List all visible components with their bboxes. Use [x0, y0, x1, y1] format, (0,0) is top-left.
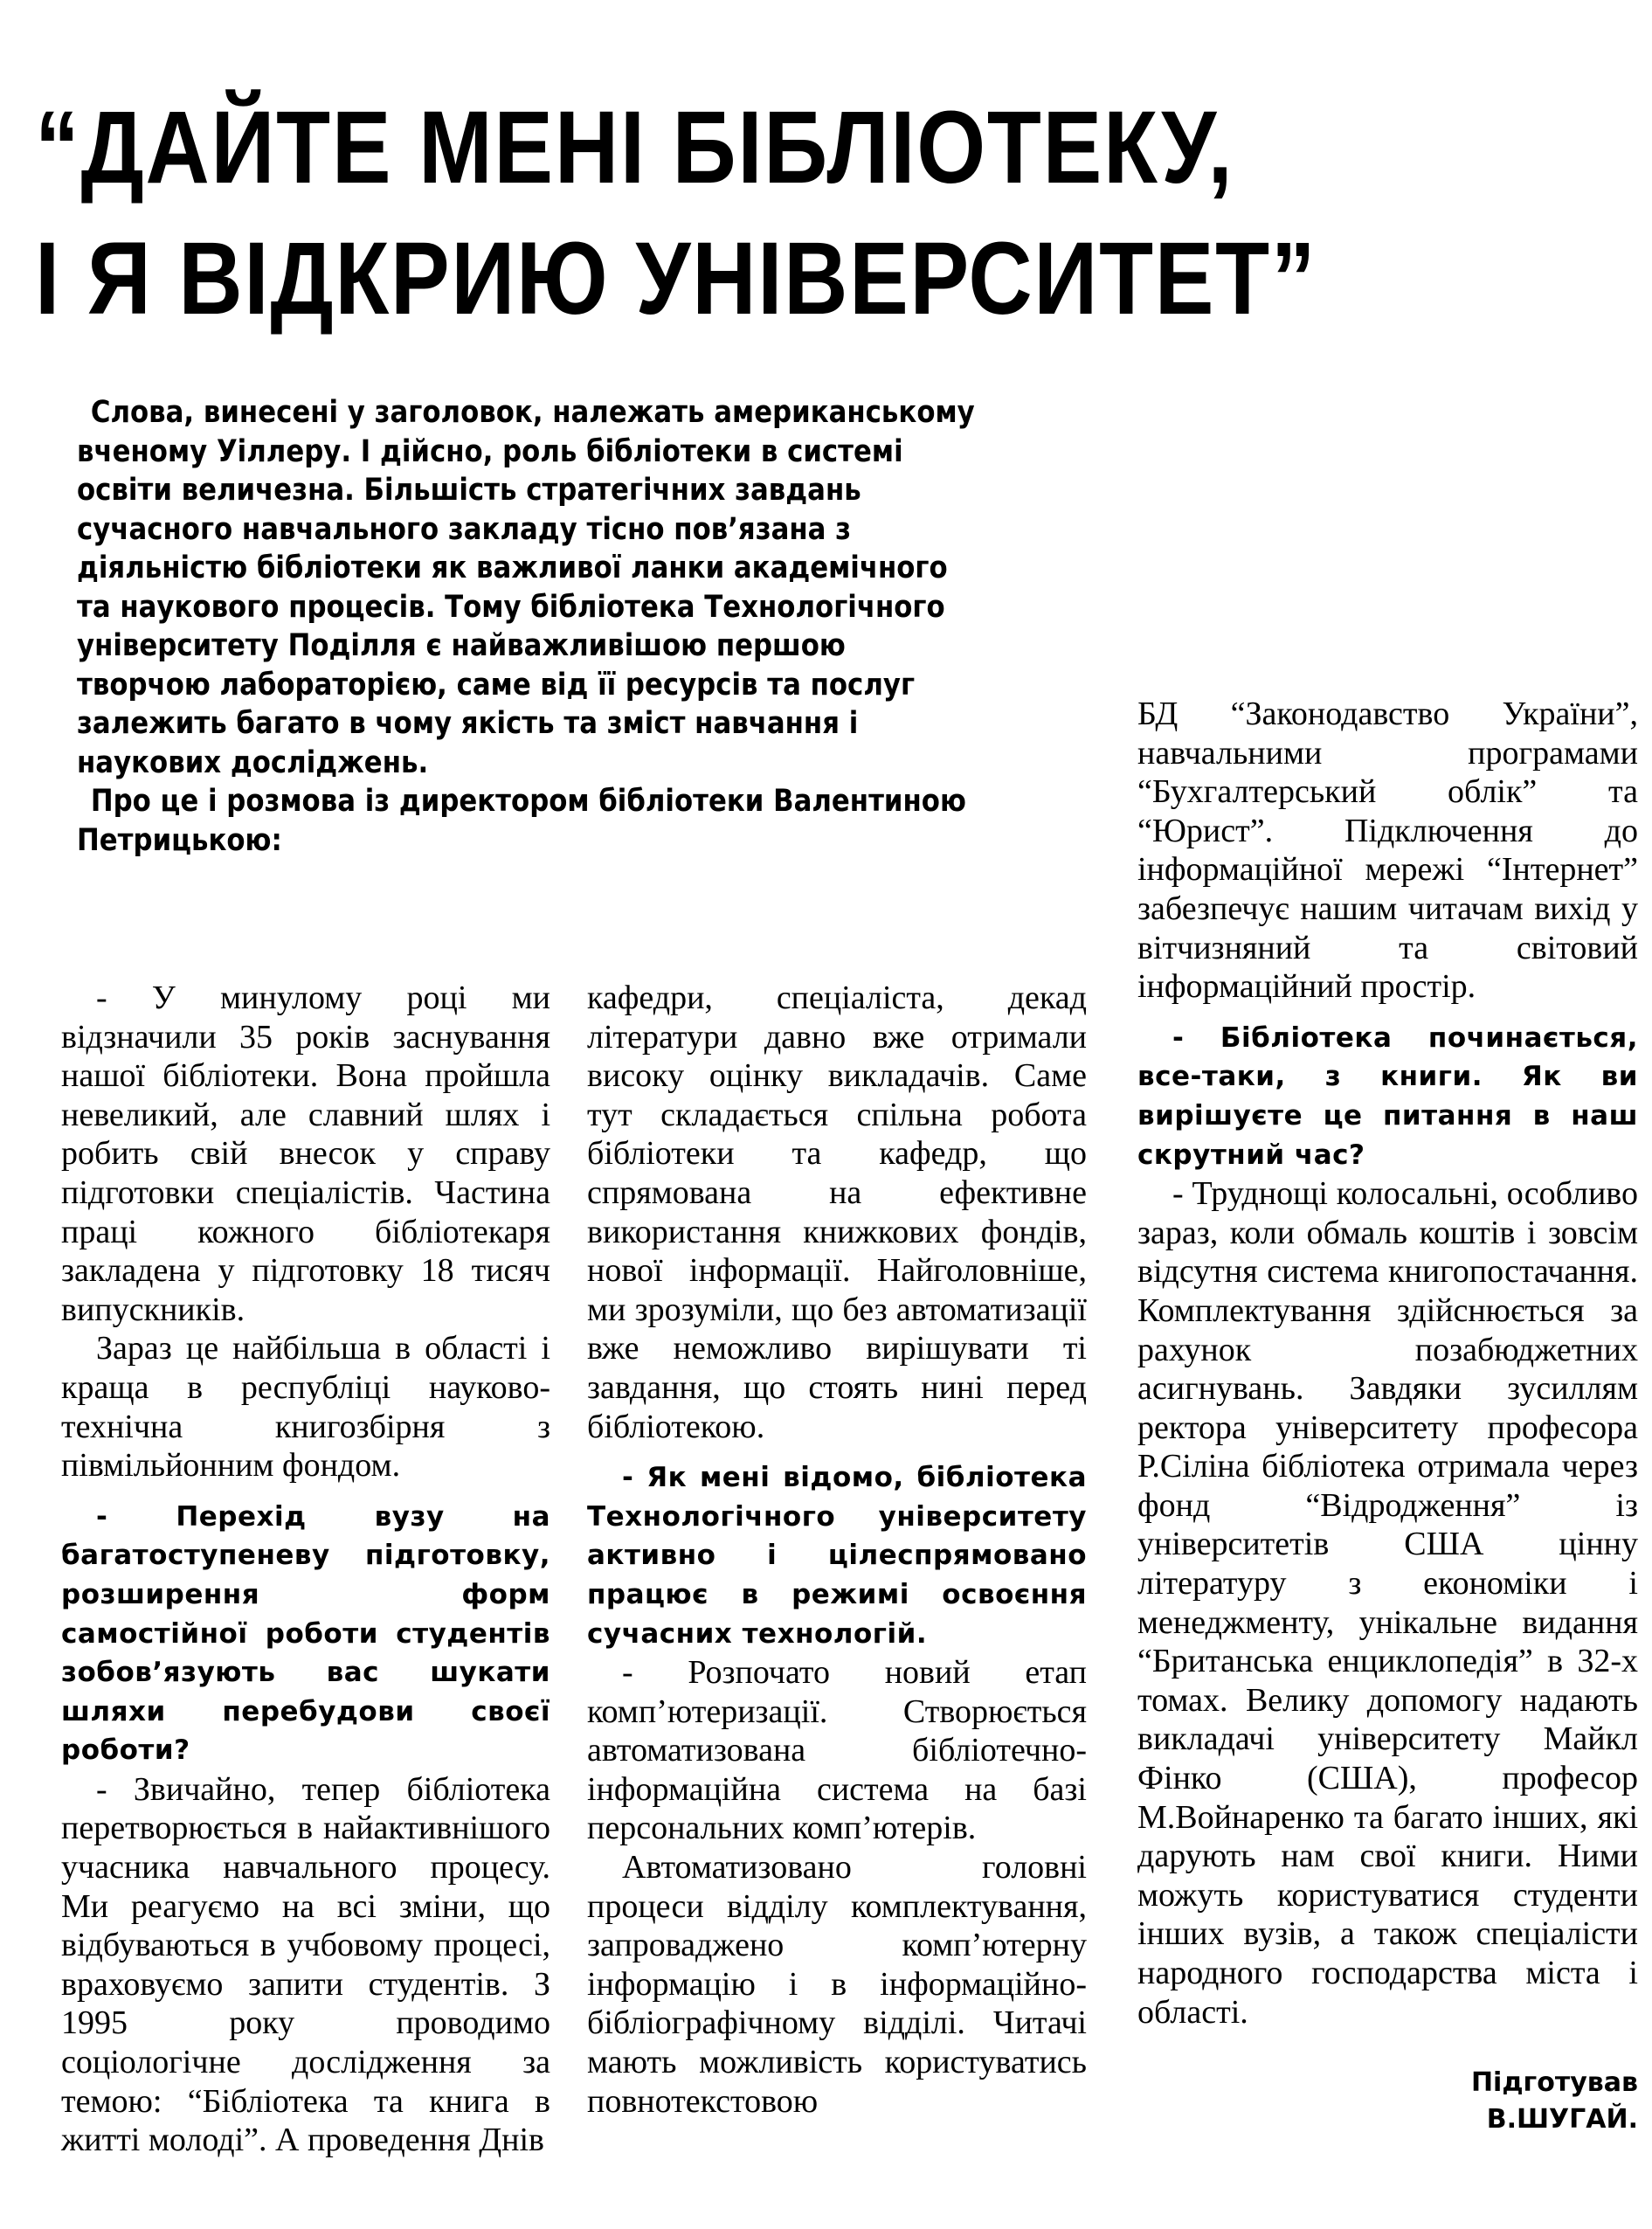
author-signature	[1137, 2065, 1638, 2138]
headline-line-1: “ДАЙТЕ МЕНІ БІБЛІОТЕКУ,	[35, 90, 1234, 206]
lead-text: Слова, винесені у заголовок, належать американському вченому Уіллеру. І дійсно, роль бібліотеки в системі освіти величезна. Більшість стратегічних завдань сучасного навчального закладу тісно пов’язана з діяльністю бібліотеки як важливої ланки академічного та наукового процесів. Тому бібліотека Технологічного університету Поділля є найважливішою першою творчою лабораторією, саме від її ресурсів та послуг залежить багато в чому якість та зміст навчання і наукових досліджень.	[77, 395, 975, 780]
signature-author-name: В.ШУГАЙ.	[1486, 2104, 1638, 2136]
answer-paragraph: Зараз це найбільша в області і краща в республіці науково-технічна книгозбірня з півмільйонним фондом.	[61, 1330, 550, 1485]
answer-paragraph: - Труднощі колосальні, особливо зараз, коли обмаль коштів і зовсім відсутня система книгопостачання. Комплектування здійснюється за рахунок позабюджетних асигнувань. Завдяки зусиллям ректора університету професора Р.Сіліна бібліотека отримала через фонд “Відродження” із університетів США цінну літературу з економіки і менеджменту, унікальне видання “Британська енциклопедія” в 32-х томах. Велику допомогу надають викладачі університету Майкл Фінко (США), професор М.Войнаренко та багато інших, які дарують нам свої книги. Ними можуть користуватися студенти інших вузів, а також спеціалісти народного господарства міста і області.	[1137, 1175, 1638, 2031]
article-column-1	[61, 979, 550, 2160]
answer-paragraph: Автоматизовано головні процеси відділу комплектування, запроваджено комп’ютерну інформацію і в інформаційно-бібліографічному відділі. Читачі мають можливість користуватись повнотекстовою	[587, 1849, 1087, 2120]
lead-intro-to-interview: Про це і розмова із директором бібліотеки Валентиною Петрицькою:	[77, 784, 966, 858]
headline	[35, 69, 1402, 349]
answer-paragraph: кафедри, спеціаліста, декад літератури давно вже отримали високу оцінку викладачів. Саме тут складається спільна робота бібліотеки та кафедр, що спрямована на ефективне використання книжкових фондів, нової інформації. Найголовніше, ми зрозуміли, що без автоматизації вже неможливо вирішувати ті завдання, що стоять нині перед бібліотекою.	[587, 980, 1087, 1445]
interviewer-question: - Як мені відомо, бібліотека Технологічного університету активно і цілеспрямовано працює в режимі освоєння сучасних технологій.	[587, 1462, 1087, 1650]
interviewer-question: - Бібліотека починається, все-таки, з книги. Як ви вирішуєте це питання в наш скрутний час?	[1137, 1021, 1638, 1171]
answer-paragraph: - Звичайно, тепер бібліотека перетворюється в найактивнішого учасника навчального процесу. Ми реагуємо на всі зміни, що відбуваються в учбовому процесі, враховуємо запити студентів. З 1995 року проводимо соціологічне дослідження за темою: “Бібліотека та книга в житті молоді”. А проведення Днів	[61, 1770, 550, 2159]
signature-prepared-by: Підготував	[1470, 2067, 1638, 2099]
answer-paragraph: БД “Законодавство України”, навчальними програмами “Бухгалтерський облік” та “Юрист”. Підключення до інформаційної мережі “Інтернет” забезпечує нашим читачам вихід у вітчизняний та світовий інформаційний простір.	[1137, 696, 1638, 1006]
headline-line-2: І Я ВІДКРИЮ УНІВЕРСИТЕТ”	[35, 221, 1317, 337]
answer-paragraph: - Розпочато новий етап комп’ютеризації. Створюється автоматизована бібліотечно-інформаційна система на базі персональних комп’ютерів.	[587, 1654, 1087, 1847]
interviewer-question: - Перехід вузу на багатоступеневу підготовку, розширення форм самостійної роботи студентів зобов’язують вас шукати шляхи перебудови своєї роботи?	[61, 1500, 550, 1767]
article-column-3	[1137, 695, 1638, 2138]
answer-paragraph: - У минулому році ми відзначили 35 років заснування нашої бібліотеки. Вона пройшла невеликий, але славний шлях і робить свій внесок у справу підготовки спеціалістів. Частина праці кожного бібліотекаря закладена у підготовку 18 тисяч випускників.	[61, 980, 550, 1328]
article-column-2	[587, 979, 1087, 2121]
lead-paragraph	[77, 393, 984, 860]
